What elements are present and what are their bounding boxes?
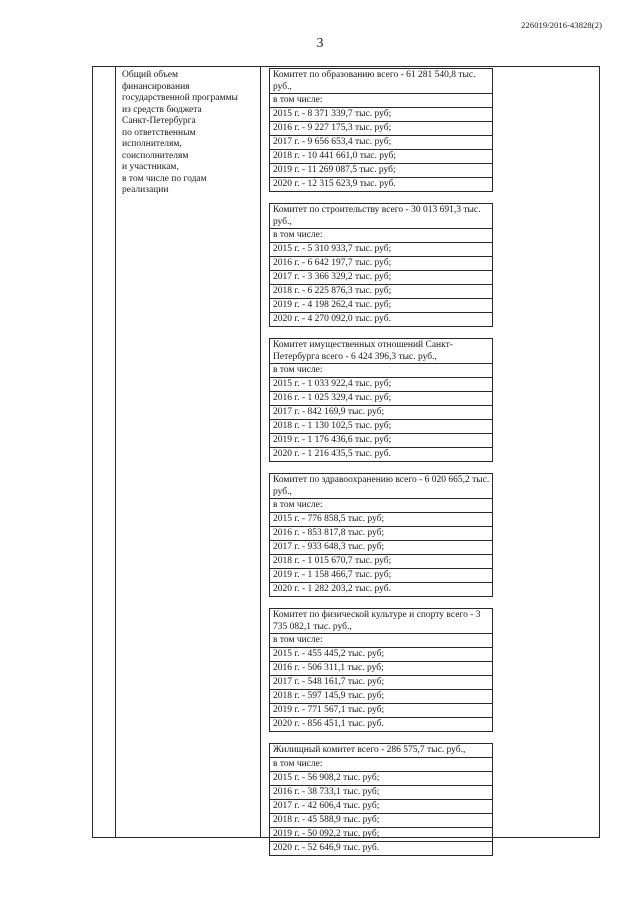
- including-label: в том числе:: [269, 228, 493, 243]
- year-amount: 2015 г. - 56 908,2 тыс. руб;: [269, 771, 493, 786]
- year-amount: 2017 г. - 933 648,3 тыс. руб;: [269, 540, 493, 555]
- year-amount: 2019 г. - 1 176 436,6 тыс. руб;: [269, 433, 493, 448]
- including-label: в том числе:: [269, 363, 493, 378]
- year-amount: 2018 г. - 10 441 661,0 тыс. руб;: [269, 149, 493, 164]
- document-code: 226019/2016-43828(2): [521, 20, 602, 30]
- committee-block: [269, 68, 493, 192]
- row-label: Общий объем финансирования государственной программы из средств бюджета Санкт-Петербурга по ответственным исполнителям, соисполнителям и участникам, в том числе по годам реализации: [122, 70, 238, 195]
- including-label: в том числе:: [269, 498, 493, 513]
- funding-breakdown: [269, 69, 493, 868]
- year-amount: 2015 г. - 5 310 933,7 тыс. руб;: [269, 242, 493, 257]
- committee-total: Комитет имущественных отношений Санкт-Петербурга всего - 6 424 396,3 тыс. руб.,: [269, 338, 493, 364]
- year-amount: 2018 г. - 1 015 670,7 тыс. руб;: [269, 554, 493, 569]
- year-amount: 2015 г. - 455 445,2 тыс. руб;: [269, 647, 493, 662]
- year-amount: 2017 г. - 842 169,9 тыс. руб;: [269, 405, 493, 420]
- year-amount: 2016 г. - 6 642 197,7 тыс. руб;: [269, 256, 493, 271]
- year-amount: 2020 г. - 856 451,1 тыс. руб.: [269, 717, 493, 732]
- year-amount: 2017 г. - 9 656 653,4 тыс. руб;: [269, 135, 493, 150]
- year-amount: 2019 г. - 11 269 087,5 тыс. руб;: [269, 163, 493, 178]
- year-amount: 2020 г. - 52 646,9 тыс. руб.: [269, 841, 493, 856]
- year-amount: 2017 г. - 42 606,4 тыс. руб;: [269, 799, 493, 814]
- year-amount: 2016 г. - 853 817,8 тыс. руб;: [269, 526, 493, 541]
- committee-block: [269, 608, 493, 732]
- year-amount: 2018 г. - 597 145,9 тыс. руб;: [269, 689, 493, 704]
- year-amount: 2020 г. - 12 315 623,9 тыс. руб.: [269, 177, 493, 192]
- committee-block: [269, 473, 493, 597]
- committee-total: Комитет по здравоохранению всего - 6 020 665,2 тыс. руб.,: [269, 473, 493, 499]
- year-amount: 2016 г. - 506 311,1 тыс. руб;: [269, 661, 493, 676]
- row-number-column: [93, 67, 116, 837]
- year-amount: 2018 г. - 1 130 102,5 тыс. руб;: [269, 419, 493, 434]
- year-amount: 2019 г. - 4 198 262,4 тыс. руб;: [269, 298, 493, 313]
- including-label: в том числе:: [269, 633, 493, 648]
- year-amount: 2020 г. - 1 216 435,5 тыс. руб.: [269, 447, 493, 462]
- year-amount: 2017 г. - 3 366 329,2 тыс. руб;: [269, 270, 493, 285]
- year-amount: 2015 г. - 8 371 339,7 тыс. руб;: [269, 107, 493, 122]
- year-amount: 2019 г. - 50 092,2 тыс. руб;: [269, 827, 493, 842]
- year-amount: 2016 г. - 38 733,1 тыс. руб;: [269, 785, 493, 800]
- committee-total: Комитет по образованию всего - 61 281 540,8 тыс. руб.,: [269, 68, 493, 94]
- page-number: 3: [316, 36, 324, 51]
- year-amount: 2015 г. - 776 858,5 тыс. руб;: [269, 512, 493, 527]
- committee-total: Комитет по физической культуре и спорту всего - 3 735 082,1 тыс. руб.,: [269, 608, 493, 634]
- year-amount: 2018 г. - 6 225 876,3 тыс. руб;: [269, 284, 493, 299]
- year-amount: 2019 г. - 1 158 466,7 тыс. руб;: [269, 568, 493, 583]
- year-amount: 2020 г. - 1 282 203,2 тыс. руб.: [269, 582, 493, 597]
- year-amount: 2015 г. - 1 033 922,4 тыс. руб;: [269, 377, 493, 392]
- year-amount: 2016 г. - 9 227 175,3 тыс. руб;: [269, 121, 493, 136]
- funding-table: [92, 66, 600, 853]
- year-amount: 2018 г. - 45 588,9 тыс. руб;: [269, 813, 493, 828]
- year-amount: 2019 г. - 771 567,1 тыс. руб;: [269, 703, 493, 718]
- committee-block: [269, 203, 493, 327]
- year-amount: 2017 г. - 548 161,7 тыс. руб;: [269, 675, 493, 690]
- committee-total: Комитет по строительству всего - 30 013 691,3 тыс. руб.,: [269, 203, 493, 229]
- row-label-column: [116, 67, 261, 837]
- committee-block: [269, 743, 493, 856]
- year-amount: 2016 г. - 1 025 329,4 тыс. руб;: [269, 391, 493, 406]
- committee-block: [269, 338, 493, 462]
- year-amount: 2020 г. - 4 270 092,0 тыс. руб.: [269, 312, 493, 327]
- committee-total: Жилищный комитет всего - 286 575,7 тыс. руб.,: [269, 743, 493, 758]
- including-label: в том числе:: [269, 93, 493, 108]
- including-label: в том числе:: [269, 757, 493, 772]
